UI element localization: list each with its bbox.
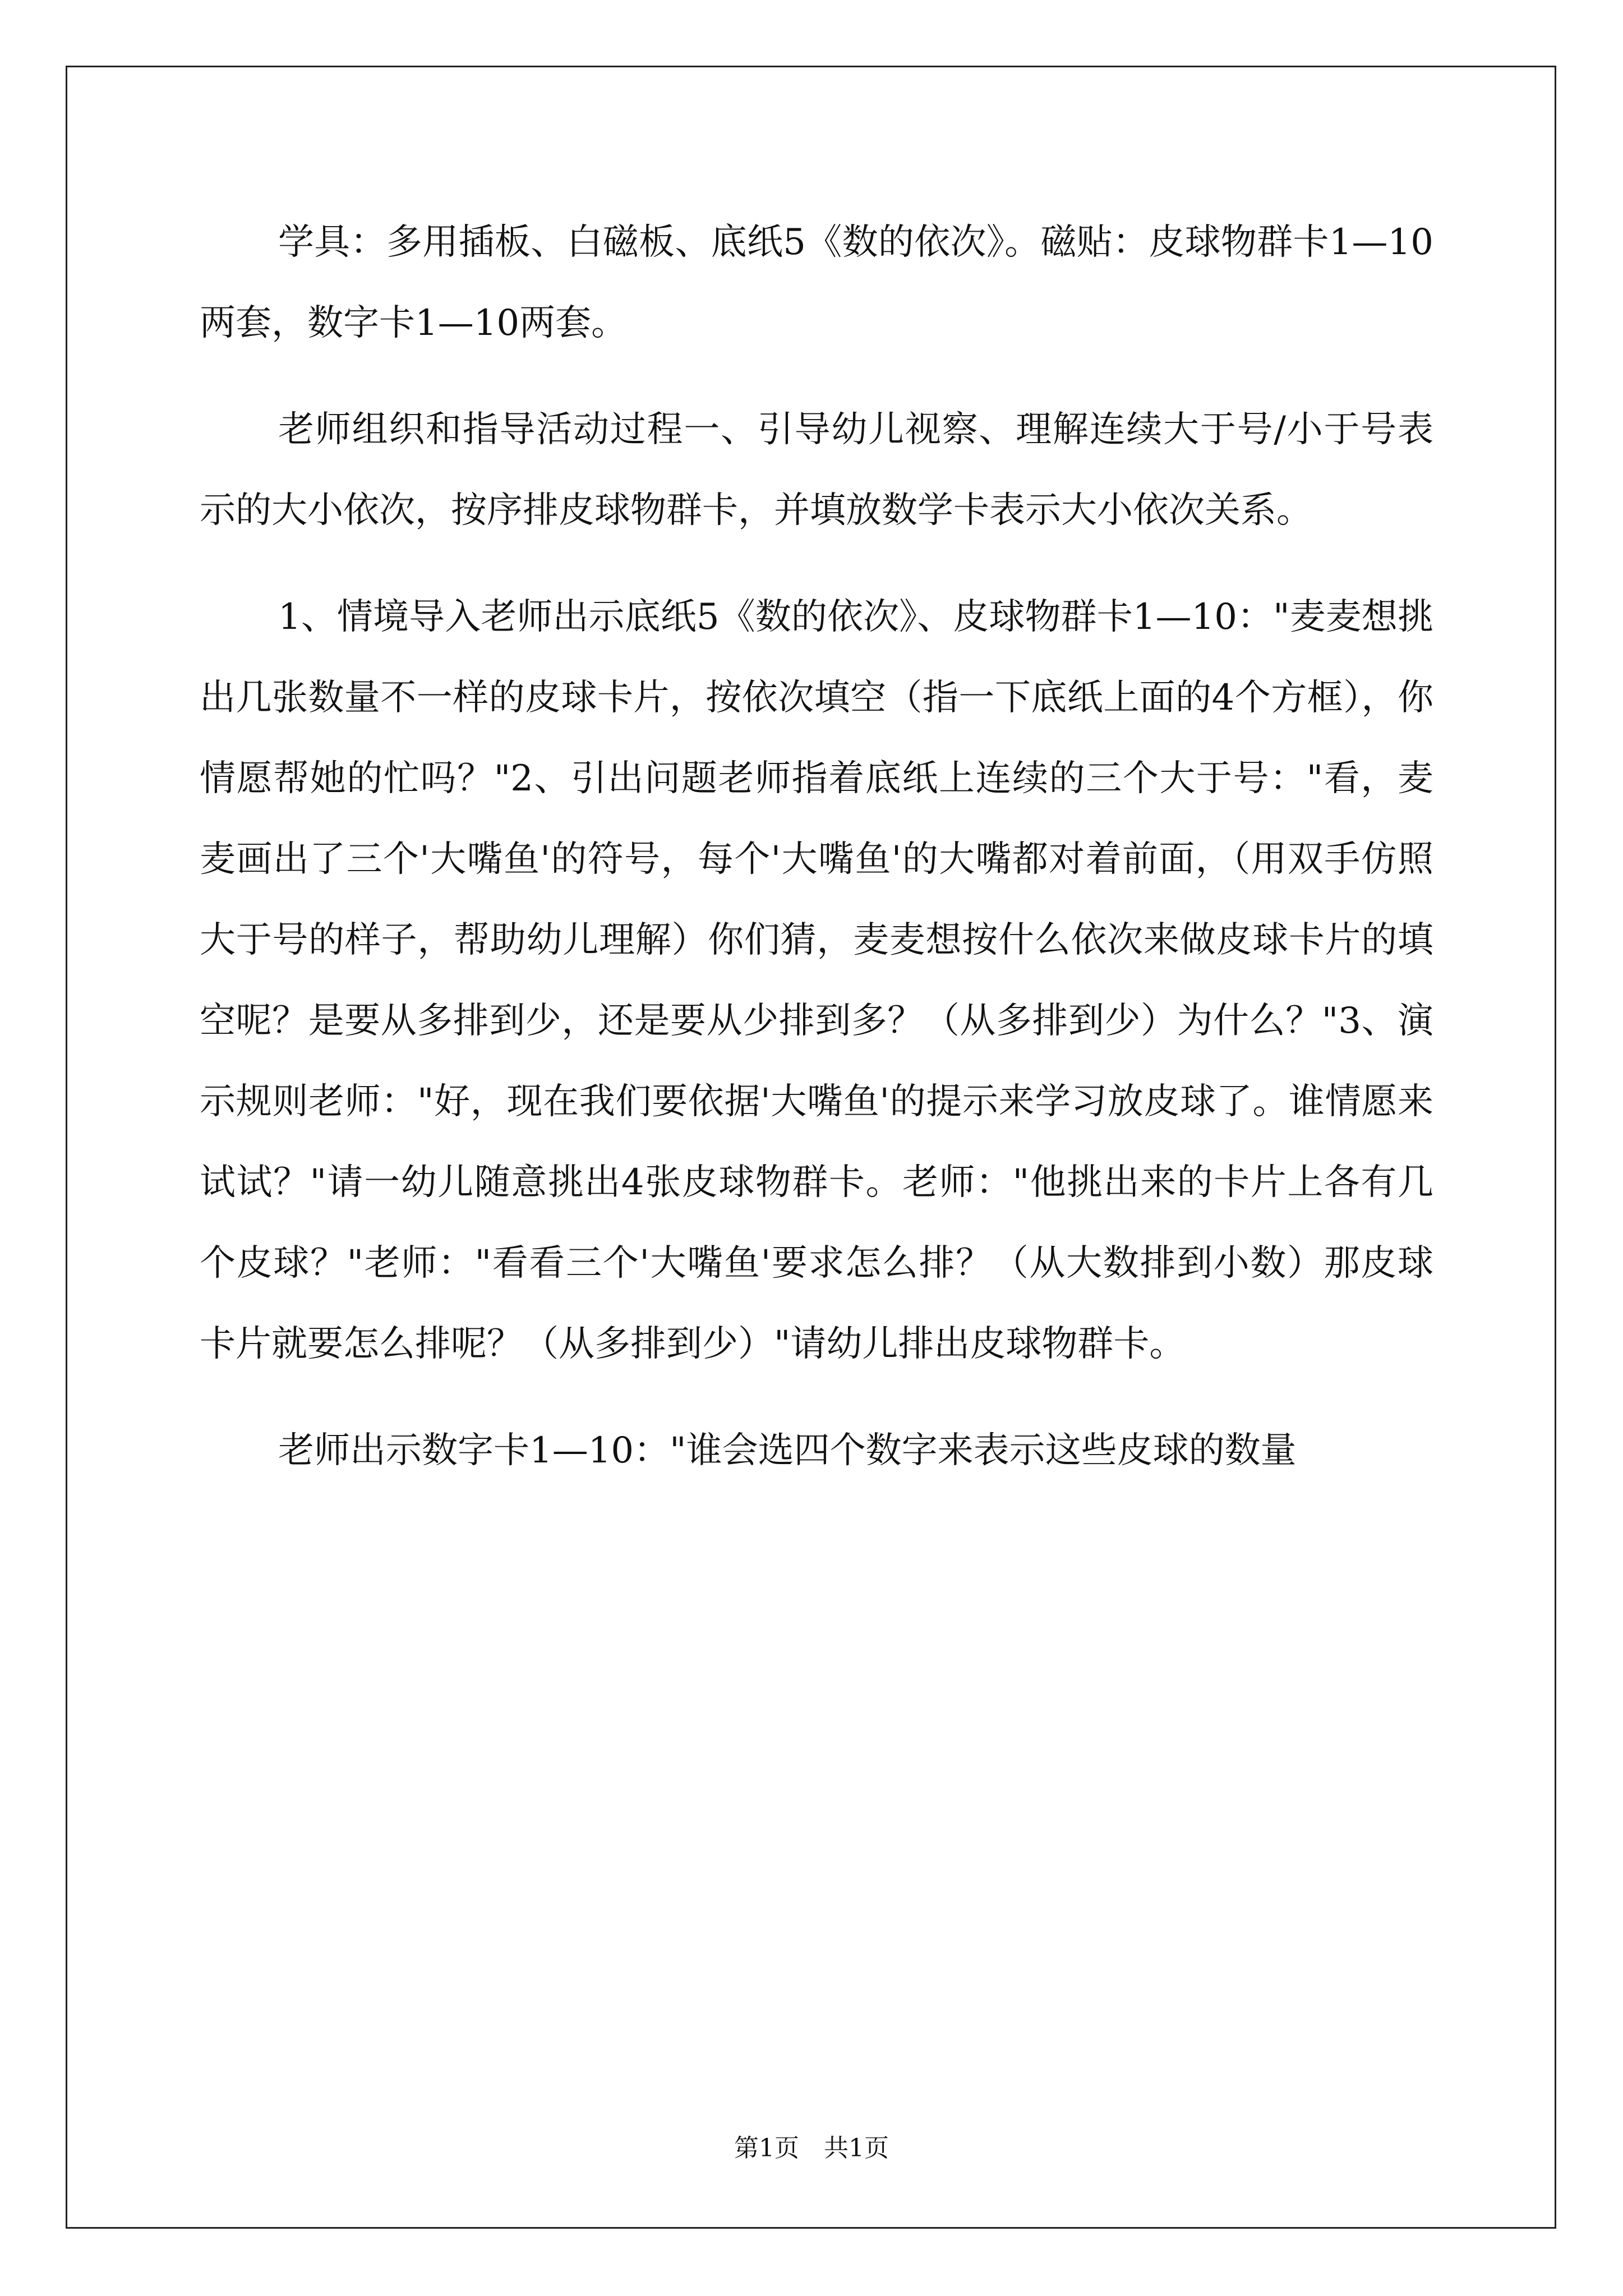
- paragraph-steps: 1、情境导入老师出示底纸5《数的依次》、皮球物群卡1—10："麦麦想挑出几张数量不一样的皮球卡片，按依次填空（指一下底纸上面的4个方框），你情愿帮她的忙吗？"2、引出问题老师指着底纸上连续的三个大于号："看，麦麦画出了三个'大嘴鱼'的符号，每个'大嘴鱼'的大嘴都对着前面，（用双手仿照大于号的样子，帮助幼儿理解）你们猜，麦麦想按什么依次来做皮球卡片的填空呢？是要从多排到少，还是要从少排到多？（从多排到少）为什么？"3、演示规则老师："好，现在我们要依据'大嘴鱼'的提示来学习放皮球了。谁情愿来试试？"请一幼儿随意挑出4张皮球物群卡。老师："他挑出来的卡片上各有几个皮球？"老师："看看三个'大嘴鱼'要求怎么排？（从大数排到小数）那皮球卡片就要怎么排呢？（从多排到少）"请幼儿排出皮球物群卡。: [200, 596, 1433, 1365]
- paragraph-process-intro: 老师组织和指导活动过程一、引导幼儿视察、理解连续大于号/小于号表示的大小依次，按序排皮球物群卡，并填放数学卡表示大小依次关系。: [200, 409, 1433, 531]
- page-footer: 第1页 共1页: [734, 2134, 889, 2162]
- paragraph-number-cards: 老师出示数字卡1—10："谁会选四个数字来表示这些皮球的数量: [278, 1430, 1297, 1471]
- document-body: [200, 202, 1433, 1491]
- paragraph-materials: 学具：多用插板、白磁板、底纸5《数的依次》。磁贴：皮球物群卡1—10两套，数字卡1—10两套。: [200, 222, 1433, 344]
